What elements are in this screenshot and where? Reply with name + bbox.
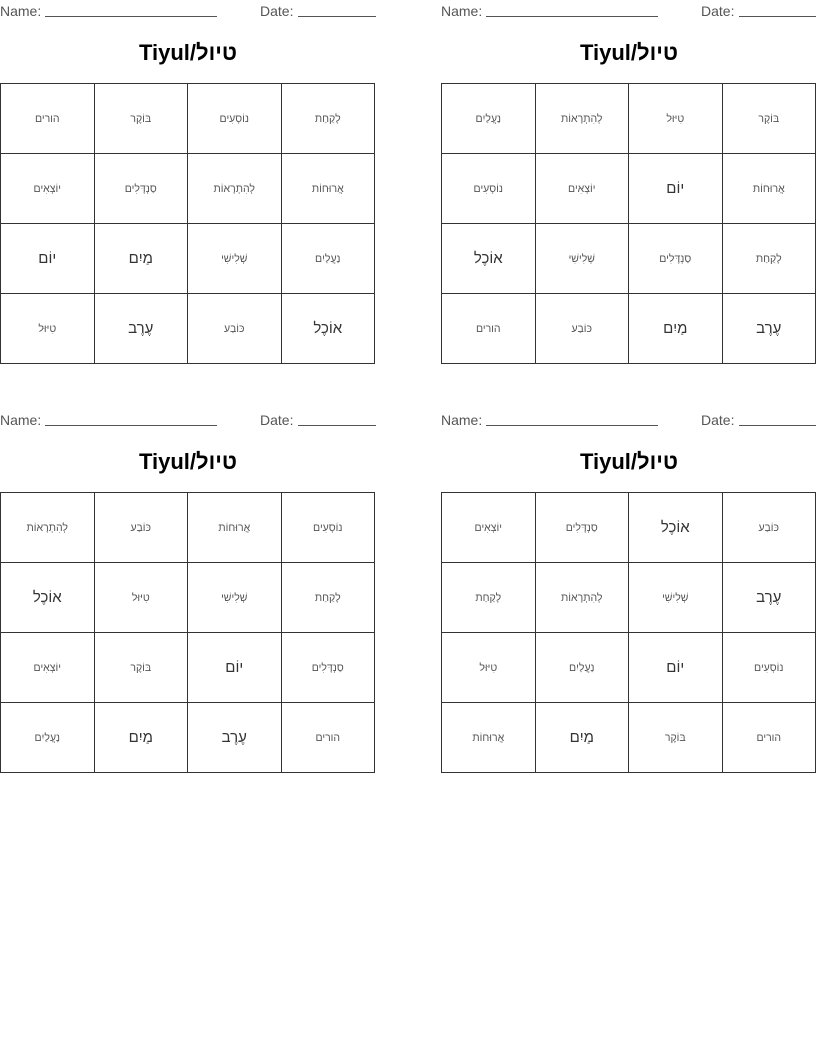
bingo-cell: אֲרוּחוֹת bbox=[723, 154, 816, 224]
name-label: Name: bbox=[0, 3, 42, 19]
bingo-cell: אֲרוּחוֹת bbox=[442, 703, 536, 773]
bingo-grid bbox=[0, 492, 375, 773]
bingo-cell: עֶרֶב bbox=[723, 563, 816, 633]
bingo-cell: בּוֹקֶר bbox=[723, 84, 816, 154]
bingo-cell: שְׁלִישִׁי bbox=[629, 563, 723, 633]
bingo-cell: הורים bbox=[442, 294, 536, 364]
bingo-cell: לְהִתְרָאוֹת bbox=[536, 563, 630, 633]
bingo-cell: מַיִם bbox=[536, 703, 630, 773]
date-field[interactable] bbox=[739, 425, 816, 426]
bingo-cell: כּוֹבַע bbox=[188, 294, 282, 364]
bingo-cell: יוֹם bbox=[1, 224, 95, 294]
card-header bbox=[441, 0, 816, 22]
bingo-cell: כּוֹבַע bbox=[95, 493, 189, 563]
bingo-cell: נוֹסְעִים bbox=[723, 633, 816, 703]
bingo-cell: טִיּוּל bbox=[1, 294, 95, 364]
bingo-cell: שְׁלִישִׁי bbox=[536, 224, 630, 294]
date-field[interactable] bbox=[298, 425, 376, 426]
bingo-cell: אוֹכֶל bbox=[1, 563, 95, 633]
bingo-cell: שְׁלִישִׁי bbox=[188, 224, 282, 294]
card-title: Tiyul/טיול bbox=[579, 40, 679, 65]
bingo-cell: עֶרֶב bbox=[723, 294, 816, 364]
card-header bbox=[0, 0, 376, 22]
bingo-cell: מַיִם bbox=[629, 294, 723, 364]
bingo-cell: נַעֲלַיִם bbox=[1, 703, 95, 773]
bingo-cell: שְׁלִישִׁי bbox=[188, 563, 282, 633]
name-label: Name: bbox=[0, 412, 42, 428]
bingo-card-2 bbox=[441, 0, 816, 365]
bingo-cell: כּוֹבַע bbox=[536, 294, 630, 364]
date-label: Date: bbox=[260, 3, 294, 19]
bingo-cell: אוֹכֶל bbox=[629, 493, 723, 563]
bingo-grid bbox=[0, 83, 375, 364]
bingo-cell: אֲרוּחוֹת bbox=[282, 154, 376, 224]
bingo-cell: מַיִם bbox=[95, 703, 189, 773]
bingo-cell: לְהִתְרָאוֹת bbox=[1, 493, 95, 563]
date-field[interactable] bbox=[739, 16, 816, 17]
name-field[interactable] bbox=[45, 16, 217, 17]
bingo-cell: לָקַחַת bbox=[282, 563, 376, 633]
bingo-cell: נַעֲלַיִם bbox=[282, 224, 376, 294]
bingo-cell: בּוֹקֶר bbox=[95, 84, 189, 154]
bingo-cell: אוֹכֶל bbox=[442, 224, 536, 294]
bingo-cell: נוֹסְעִים bbox=[188, 84, 282, 154]
date-label: Date: bbox=[260, 412, 294, 428]
bingo-cell: יוֹם bbox=[188, 633, 282, 703]
card-title: Tiyul/טיול bbox=[579, 449, 679, 474]
bingo-cell: הורים bbox=[282, 703, 376, 773]
bingo-cell: נַעֲלַיִם bbox=[442, 84, 536, 154]
card-header bbox=[441, 409, 816, 431]
bingo-cell: הורים bbox=[1, 84, 95, 154]
bingo-card-3 bbox=[0, 409, 376, 774]
bingo-cell: אֲרוּחוֹת bbox=[188, 493, 282, 563]
bingo-cell: יוֹצְאִים bbox=[1, 633, 95, 703]
name-label: Name: bbox=[441, 412, 483, 428]
name-field[interactable] bbox=[486, 425, 658, 426]
bingo-cell: עֶרֶב bbox=[95, 294, 189, 364]
card-title: Tiyul/טיול bbox=[138, 40, 238, 65]
bingo-cell: יוֹם bbox=[629, 154, 723, 224]
bingo-cell: סַנְדָּלִים bbox=[629, 224, 723, 294]
name-field[interactable] bbox=[486, 16, 658, 17]
date-field[interactable] bbox=[298, 16, 376, 17]
bingo-cell: טִיּוּל bbox=[442, 633, 536, 703]
bingo-cell: לָקַחַת bbox=[442, 563, 536, 633]
name-field[interactable] bbox=[45, 425, 217, 426]
bingo-cell: אוֹכֶל bbox=[282, 294, 376, 364]
bingo-cell: יוֹצְאִים bbox=[536, 154, 630, 224]
bingo-cell: לְהִתְרָאוֹת bbox=[188, 154, 282, 224]
bingo-cell: בּוֹקֶר bbox=[629, 703, 723, 773]
bingo-cell: עֶרֶב bbox=[188, 703, 282, 773]
bingo-cell: כּוֹבַע bbox=[723, 493, 816, 563]
bingo-cell: טִיּוּל bbox=[629, 84, 723, 154]
bingo-cell: יוֹצְאִים bbox=[442, 493, 536, 563]
bingo-cell: לְהִתְרָאוֹת bbox=[536, 84, 630, 154]
bingo-cell: לָקַחַת bbox=[723, 224, 816, 294]
bingo-cell: בּוֹקֶר bbox=[95, 633, 189, 703]
date-label: Date: bbox=[701, 3, 735, 19]
bingo-cell: נוֹסְעִים bbox=[282, 493, 376, 563]
date-label: Date: bbox=[701, 412, 735, 428]
card-header bbox=[0, 409, 376, 431]
bingo-grid bbox=[441, 492, 816, 773]
bingo-card-1 bbox=[0, 0, 376, 365]
bingo-cell: יוֹם bbox=[629, 633, 723, 703]
bingo-cell: סַנְדָּלִים bbox=[536, 493, 630, 563]
bingo-cell: נַעֲלַיִם bbox=[536, 633, 630, 703]
card-title: Tiyul/טיול bbox=[138, 449, 238, 474]
bingo-cell: סַנְדָּלִים bbox=[95, 154, 189, 224]
bingo-cell: מַיִם bbox=[95, 224, 189, 294]
bingo-card-4 bbox=[441, 409, 816, 774]
bingo-cell: סַנְדָּלִים bbox=[282, 633, 376, 703]
bingo-cell: נוֹסְעִים bbox=[442, 154, 536, 224]
bingo-grid bbox=[441, 83, 816, 364]
bingo-cell: יוֹצְאִים bbox=[1, 154, 95, 224]
bingo-cell: הורים bbox=[723, 703, 816, 773]
name-label: Name: bbox=[441, 3, 483, 19]
bingo-cell: טִיּוּל bbox=[95, 563, 189, 633]
bingo-cell: לָקַחַת bbox=[282, 84, 376, 154]
